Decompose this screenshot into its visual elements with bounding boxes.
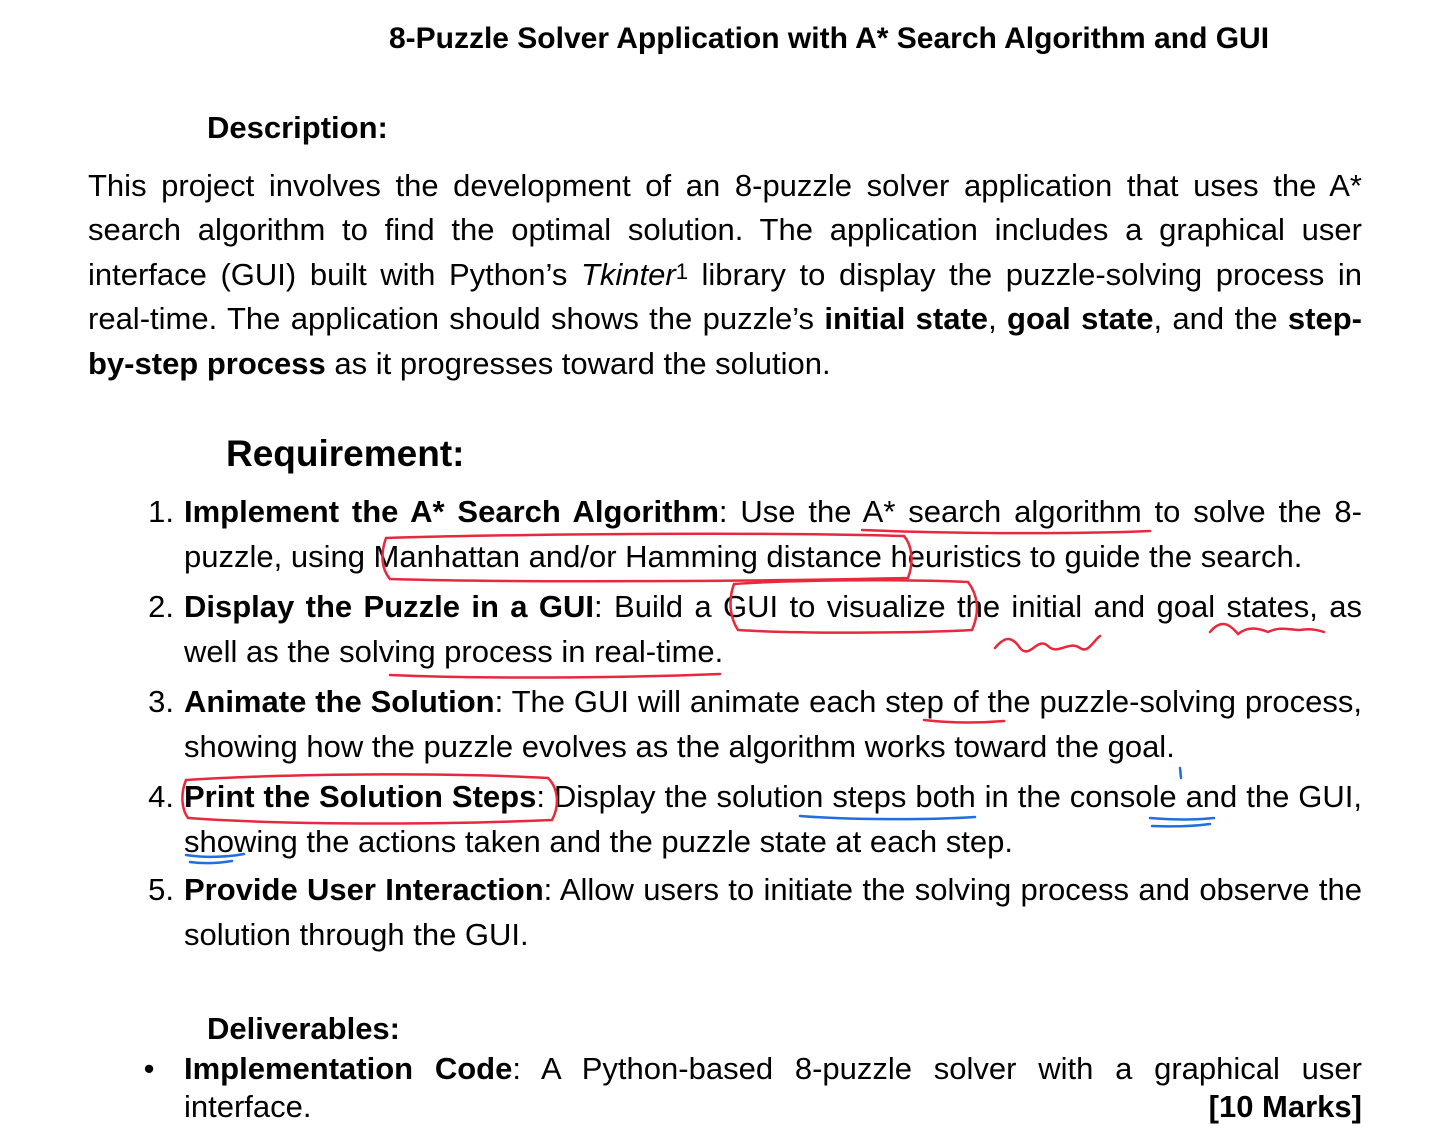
underline-solving-process (390, 674, 720, 678)
description-heading: Description: (207, 110, 388, 145)
deliverable-title: Implementation Code (184, 1051, 513, 1086)
description-text: , (988, 301, 1008, 337)
item-text: : Use the A* search algorithm to solve the 8-puzzle, using Manhattan and/or Hamming distance heuristics to guide the search. (184, 494, 1362, 574)
requirement-item-4 (148, 775, 1362, 864)
item-text: : The GUI will animate each step of the puzzle-solving process, showing how the puzzle evolves as the algorithm works toward the goal. (184, 684, 1363, 764)
tkinter-term: Tkinter (580, 256, 676, 292)
item-number: 3. (148, 684, 174, 719)
document-title: 8-Puzzle Solver Application with A* Search Algorithm and GUI (388, 22, 1270, 55)
item-number: 4. (148, 779, 174, 814)
step-by-step-term: step-by-step process (88, 301, 1362, 381)
initial-state-term: initial state (824, 301, 989, 337)
requirement-item-2 (148, 585, 1362, 674)
item-title: Provide User Interaction (184, 872, 544, 907)
description-paragraph (88, 164, 1362, 386)
item-text: : Allow users to initiate the solving process and observe the solution through the GUI. (184, 872, 1362, 952)
description-text: This project involves the development of an 8-puzzle solver application that uses the A* search algorithm to find the optimal solution. The application includes a graphical user interface (GUI) built with Python’s (88, 168, 1362, 292)
footnote-marker: 1 (675, 258, 688, 284)
deliverable-text: : A Python-based 8-puzzle solver with a graphical user interface. (184, 1051, 1362, 1124)
item-number: 5. (148, 872, 174, 907)
deliverables-heading: Deliverables: (207, 1011, 400, 1046)
deliverable-item (143, 1050, 1362, 1126)
marks-label: [10 Marks] (1208, 1089, 1362, 1124)
item-number: 1. (148, 494, 174, 529)
item-title: Implement the A* Search Algorithm (184, 494, 719, 529)
description-text: , and the (1153, 301, 1288, 337)
item-text: : Display the solution steps both in the console and the GUI, showing the actions taken and the puzzle state at each step. (184, 779, 1362, 859)
requirement-item-3 (148, 680, 1363, 769)
goal-state-term: goal state (1007, 301, 1154, 337)
item-number: 2. (148, 589, 174, 624)
item-text: : Build a GUI to visualize the initial and goal states, as well as the solving process in real-time. (184, 589, 1362, 669)
item-title: Animate the Solution (184, 684, 495, 719)
requirement-item-5 (148, 868, 1362, 957)
description-text: as it progresses toward the solution. (325, 345, 831, 381)
bullet-icon: • (143, 1051, 155, 1086)
item-title: Print the Solution Steps (184, 779, 537, 814)
requirement-item-1 (148, 490, 1362, 579)
requirement-heading: Requirement: (226, 433, 465, 474)
description-text: library to display the puzzle-solving process in real-time. The application should shows the puzzle’s (88, 256, 1362, 337)
item-title: Display the Puzzle in a GUI (184, 589, 595, 624)
